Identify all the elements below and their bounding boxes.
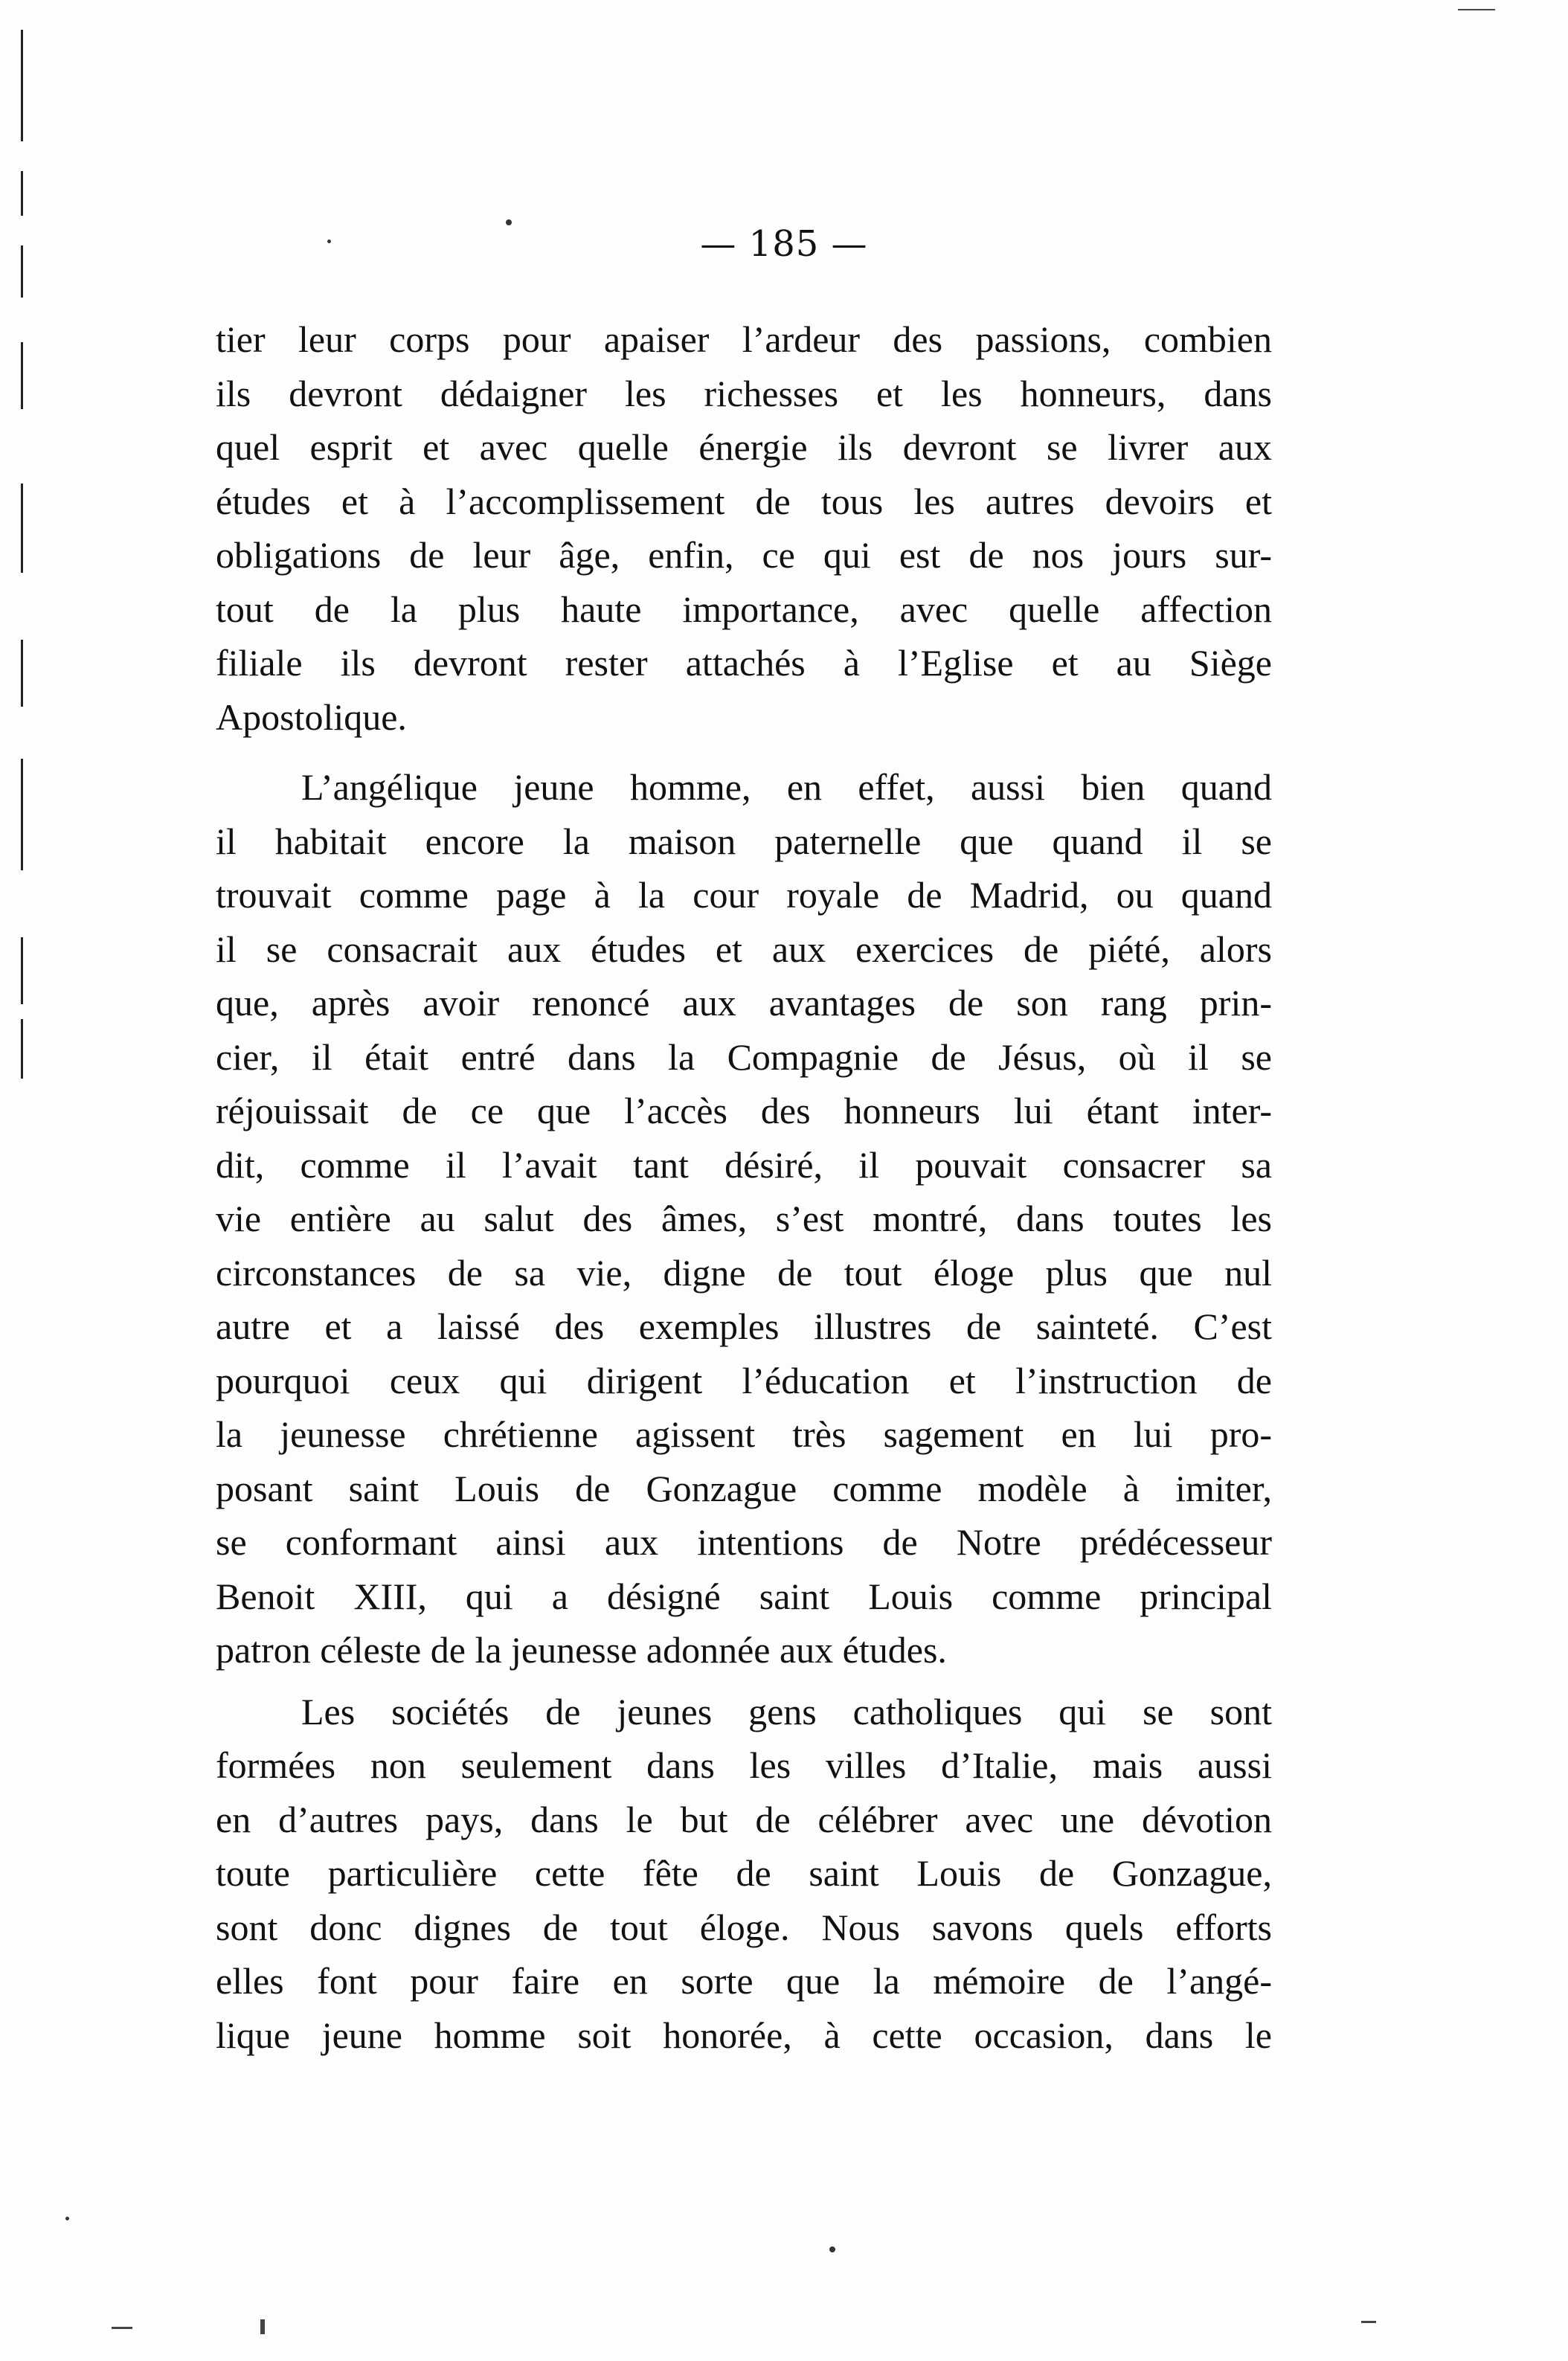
- text-line: Benoit XIII, qui a désigné saint Louis comme principal: [216, 1575, 1272, 1617]
- paragraph: [216, 760, 1272, 1677]
- scan-dash: [112, 2327, 132, 2329]
- text-line: se conformant ainsi aux intentions de Notre prédécesseur: [216, 1521, 1272, 1563]
- scan-edge-mark: [21, 640, 23, 707]
- text-line: études et à l’accomplissement de tous les autres devoirs et: [216, 480, 1272, 522]
- body-text: [216, 312, 1272, 2062]
- text-line: posant saint Louis de Gonzague comme modèle à imiter,: [216, 1467, 1272, 1509]
- text-line: autre et a laissé des exemples illustres de sainteté. C’est: [216, 1305, 1272, 1347]
- text-line: sont donc dignes de tout éloge. Nous savons quels efforts: [216, 1906, 1272, 1948]
- text-line: lique jeune homme soit honorée, à cette occasion, dans le: [216, 2014, 1272, 2056]
- text-line: en d’autres pays, dans le but de célébrer avec une dévotion: [216, 1798, 1272, 1840]
- paragraph: [216, 1685, 1272, 2063]
- text-line: circonstances de sa vie, digne de tout éloge plus que nul: [216, 1251, 1272, 1294]
- scan-speck: [65, 2217, 69, 2220]
- text-line: tier leur corps pour apaiser l’ardeur des passions, combien: [216, 318, 1272, 360]
- text-line: obligations de leur âge, enfin, ce qui est de nos jours sur-: [216, 534, 1272, 576]
- scan-edge-mark: [21, 759, 23, 870]
- scan-dash: [1458, 9, 1495, 10]
- scan-edge-mark: [21, 1019, 23, 1079]
- text-line: patron céleste de la jeunesse adonnée aux études.: [216, 1629, 947, 1671]
- text-line: dit, comme il l’avait tant désiré, il pouvait consacrer sa: [216, 1143, 1272, 1186]
- text-line: cier, il était entré dans la Compagnie de Jésus, où il se: [216, 1035, 1272, 1078]
- text-line: tout de la plus haute importance, avec quelle affection: [216, 588, 1272, 630]
- text-line: réjouissait de ce que l’accès des honneurs lui étant inter-: [216, 1090, 1272, 1131]
- paragraph-gap: [216, 744, 1272, 760]
- text-line: filiale ils devront rester attachés à l’Eglise et au Siège: [216, 642, 1272, 684]
- scan-edge-mark: [21, 484, 23, 573]
- text-line: ils devront dédaigner les richesses et les honneurs, dans: [216, 372, 1272, 414]
- paragraph-gap: [216, 1677, 1272, 1685]
- text-line: Les sociétés de jeunes gens catholiques qui se sont: [301, 1690, 1272, 1732]
- text-line: formées non seulement dans les villes d’Italie, mais aussi: [216, 1744, 1272, 1786]
- scan-speck: [829, 2246, 835, 2252]
- scan-dash: [260, 2319, 265, 2334]
- text-line: la jeunesse chrétienne agissent très sagement en lui pro-: [216, 1413, 1272, 1455]
- scan-edge-mark: [21, 30, 23, 141]
- paragraph: [216, 312, 1272, 744]
- text-line: trouvait comme page à la cour royale de Madrid, ou quand: [216, 874, 1272, 916]
- text-line: il habitait encore la maison paternelle que quand il se: [216, 820, 1272, 862]
- text-line: Apostolique.: [216, 696, 407, 738]
- text-line: il se consacrait aux études et aux exercices de piété, alors: [216, 928, 1272, 970]
- scan-edge-mark: [21, 171, 23, 216]
- text-line: elles font pour faire en sorte que la mémoire de l’angé-: [216, 1960, 1272, 2002]
- text-line: L’angélique jeune homme, en effet, aussi bien quand: [301, 766, 1272, 808]
- scan-edge-mark: [21, 937, 23, 1004]
- page-number: — 185 —: [700, 223, 868, 265]
- text-line: quel esprit et avec quelle énergie ils devront se livrer aux: [216, 426, 1272, 468]
- text-line: toute particulière cette fête de saint Louis de Gonzague,: [216, 1852, 1272, 1894]
- text-line: pourquoi ceux qui dirigent l’éducation et l’instruction de: [216, 1359, 1272, 1401]
- text-line: que, après avoir renoncé aux avantages de son rang prin-: [216, 982, 1272, 1024]
- scan-dash: [1361, 2321, 1376, 2323]
- scan-edge-mark: [21, 342, 23, 409]
- text-line: vie entière au salut des âmes, s’est montré, dans toutes les: [216, 1198, 1272, 1239]
